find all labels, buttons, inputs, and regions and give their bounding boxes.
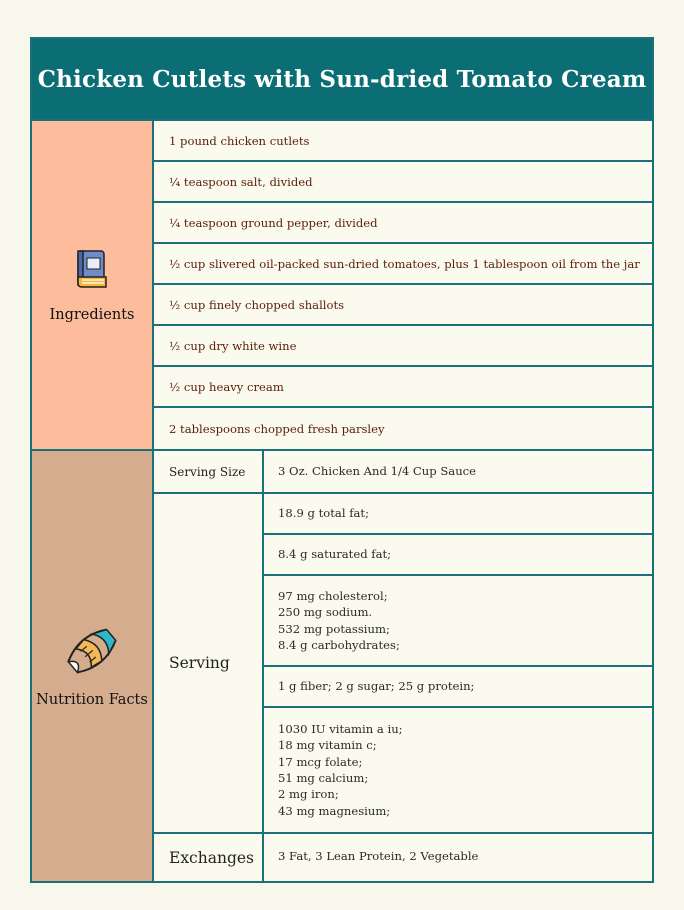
ingredient-item: 2 tablespoons chopped fresh parsley [169, 421, 385, 436]
nutrition-section [32, 451, 652, 881]
ingredient-item: ¼ teaspoon ground pepper, divided [154, 203, 652, 244]
ingredient-item: ½ cup heavy cream [154, 367, 652, 408]
serving-size-values [264, 451, 652, 492]
title-bar [32, 39, 652, 121]
serving-size-value: 3 Oz. Chicken And 1/4 Cup Sauce [278, 464, 477, 479]
recipe-card [30, 37, 654, 883]
ingredients-label: Ingredients [49, 307, 135, 323]
nutrition-label: Nutrition Facts [36, 692, 148, 708]
nutrition-grid [154, 451, 652, 881]
book-icon [72, 247, 112, 297]
serving-value: 1 g fiber; 2 g sugar; 25 g protein; [264, 667, 652, 708]
exchanges-row [154, 834, 652, 881]
ingredients-label-cell [32, 121, 154, 449]
exchanges-key: Exchanges [154, 834, 264, 881]
exchanges-value: 3 Fat, 3 Lean Protein, 2 Vegetable [278, 849, 479, 864]
serving-row [154, 494, 652, 834]
dna-icon [63, 624, 121, 682]
serving-value: 18.9 g total fat; [264, 494, 652, 535]
ingredient-item: ¼ teaspoon salt, divided [154, 162, 652, 203]
ingredient-item: 1 pound chicken cutlets [154, 121, 652, 162]
serving-size-row [154, 451, 652, 494]
ingredient-item: ½ cup slivered oil-packed sun-dried tomatoes, plus 1 tablespoon oil from the jar [154, 244, 652, 285]
ingredient-item: ½ cup dry white wine [154, 326, 652, 367]
exchanges-values [264, 834, 652, 881]
serving-key: Serving [154, 494, 264, 832]
serving-value: 8.4 g saturated fat; [264, 535, 652, 576]
serving-value: 97 mg cholesterol; 250 mg sodium. 532 mg potassium; 8.4 g carbohydrates; [264, 576, 652, 667]
ingredient-item: ½ cup finely chopped shallots [154, 285, 652, 326]
serving-values [264, 494, 652, 832]
serving-size-key: Serving Size [154, 451, 264, 492]
serving-value: 1030 IU vitamin a iu; 18 mg vitamin c; 17 mcg folate; 51 mg calcium; 2 mg iron; 43 mg magnesium; [278, 722, 403, 818]
ingredients-section [32, 121, 652, 451]
ingredient-list [154, 121, 652, 449]
recipe-title: Chicken Cutlets with Sun-dried Tomato Cream [37, 65, 647, 93]
nutrition-label-cell [32, 451, 154, 881]
